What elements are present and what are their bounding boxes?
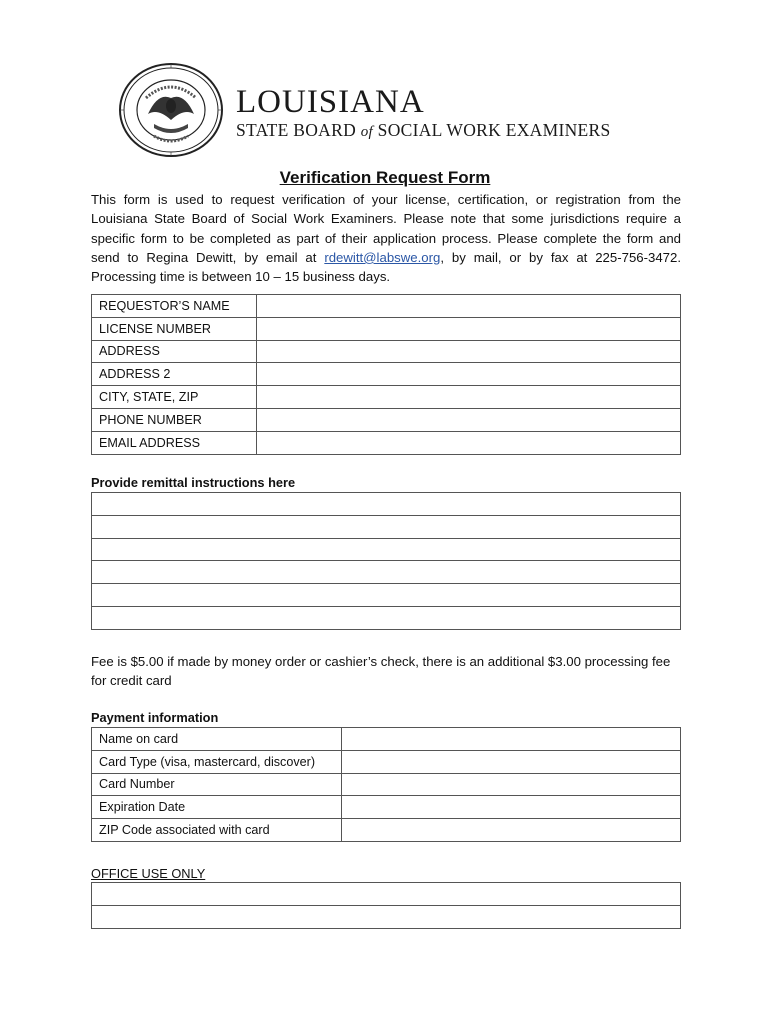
intro-text-1: This form is used to request verification of your license, certification, or registration from the Louisiana State Board of Social Work Examiners. Please note that some jurisdictions require a specific form to be completed as part of their application process. Please complete the form and send to Regina Dewitt, by email at bbox=[91, 192, 681, 265]
form-title: Verification Request Form bbox=[279, 168, 491, 187]
table-row bbox=[92, 295, 681, 318]
remit-label: Provide remittal instructions here bbox=[91, 475, 296, 490]
field-label: ZIP Code associated with card bbox=[92, 819, 342, 842]
name-on-card-field[interactable] bbox=[342, 728, 681, 751]
field-label: Name on card bbox=[92, 728, 342, 751]
requestor-table bbox=[91, 294, 681, 455]
field-label: EMAIL ADDRESS bbox=[92, 431, 257, 454]
field-label: ADDRESS bbox=[92, 340, 257, 363]
payment-label: Payment information bbox=[91, 710, 219, 725]
payment-table bbox=[91, 727, 681, 842]
table-row bbox=[92, 773, 681, 796]
license-number-field[interactable] bbox=[257, 317, 681, 340]
table-row bbox=[92, 515, 681, 538]
requestor-name-field[interactable] bbox=[257, 295, 681, 318]
header-title: LOUISIANA bbox=[236, 84, 425, 120]
table-row bbox=[92, 408, 681, 431]
city-state-zip-field[interactable] bbox=[257, 386, 681, 409]
remit-line[interactable] bbox=[92, 606, 681, 629]
office-use-label: OFFICE USE ONLY bbox=[91, 866, 206, 881]
remit-table bbox=[91, 492, 681, 630]
table-row bbox=[92, 363, 681, 386]
table-row bbox=[92, 796, 681, 819]
subtitle-right: SOCIAL WORK EXAMINERS bbox=[373, 120, 611, 140]
field-label: CITY, STATE, ZIP bbox=[92, 386, 257, 409]
table-row bbox=[92, 728, 681, 751]
table-row bbox=[92, 819, 681, 842]
email-link[interactable]: rdewitt@labswe.org bbox=[324, 249, 441, 265]
remit-line[interactable] bbox=[92, 493, 681, 516]
table-row bbox=[92, 493, 681, 516]
remit-line[interactable] bbox=[92, 584, 681, 607]
card-zip-field[interactable] bbox=[342, 819, 681, 842]
subtitle-of: of bbox=[360, 124, 373, 140]
expiration-date-field[interactable] bbox=[342, 796, 681, 819]
intro-text-2: , by mail, or by fax at 225-756-3472. Processing time is between 10 – 15 business days. bbox=[91, 249, 681, 285]
card-number-field[interactable] bbox=[342, 773, 681, 796]
remit-line[interactable] bbox=[92, 515, 681, 538]
letterhead bbox=[118, 62, 678, 162]
remit-line[interactable] bbox=[92, 561, 681, 584]
table-row bbox=[92, 750, 681, 773]
field-label: ADDRESS 2 bbox=[92, 363, 257, 386]
field-label: Card Type (visa, mastercard, discover) bbox=[92, 750, 342, 773]
subtitle-left: STATE BOARD bbox=[236, 120, 361, 140]
table-row bbox=[92, 431, 681, 454]
table-row bbox=[92, 386, 681, 409]
address2-field[interactable] bbox=[257, 363, 681, 386]
table-row bbox=[92, 561, 681, 584]
remit-line[interactable] bbox=[92, 538, 681, 561]
field-label: PHONE NUMBER bbox=[92, 408, 257, 431]
fee-text: Fee is $5.00 if made by money order or cashier’s check, there is an additional $3.00 processing fee for credit card bbox=[91, 654, 671, 688]
address-field[interactable] bbox=[257, 340, 681, 363]
office-line[interactable] bbox=[92, 883, 681, 906]
office-line[interactable] bbox=[92, 905, 681, 928]
office-use-table bbox=[91, 882, 681, 929]
state-seal-logo bbox=[118, 62, 224, 158]
phone-number-field[interactable] bbox=[257, 408, 681, 431]
table-row bbox=[92, 905, 681, 928]
field-label: REQUESTOR’S NAME bbox=[92, 295, 257, 318]
table-row bbox=[92, 584, 681, 607]
table-row bbox=[92, 340, 681, 363]
field-label: LICENSE NUMBER bbox=[92, 317, 257, 340]
email-address-field[interactable] bbox=[257, 431, 681, 454]
header-subtitle bbox=[236, 120, 611, 141]
field-label: Expiration Date bbox=[92, 796, 342, 819]
table-row bbox=[92, 883, 681, 906]
table-row bbox=[92, 317, 681, 340]
card-type-field[interactable] bbox=[342, 750, 681, 773]
field-label: Card Number bbox=[92, 773, 342, 796]
table-row bbox=[92, 606, 681, 629]
intro-paragraph bbox=[91, 190, 681, 286]
table-row bbox=[92, 538, 681, 561]
